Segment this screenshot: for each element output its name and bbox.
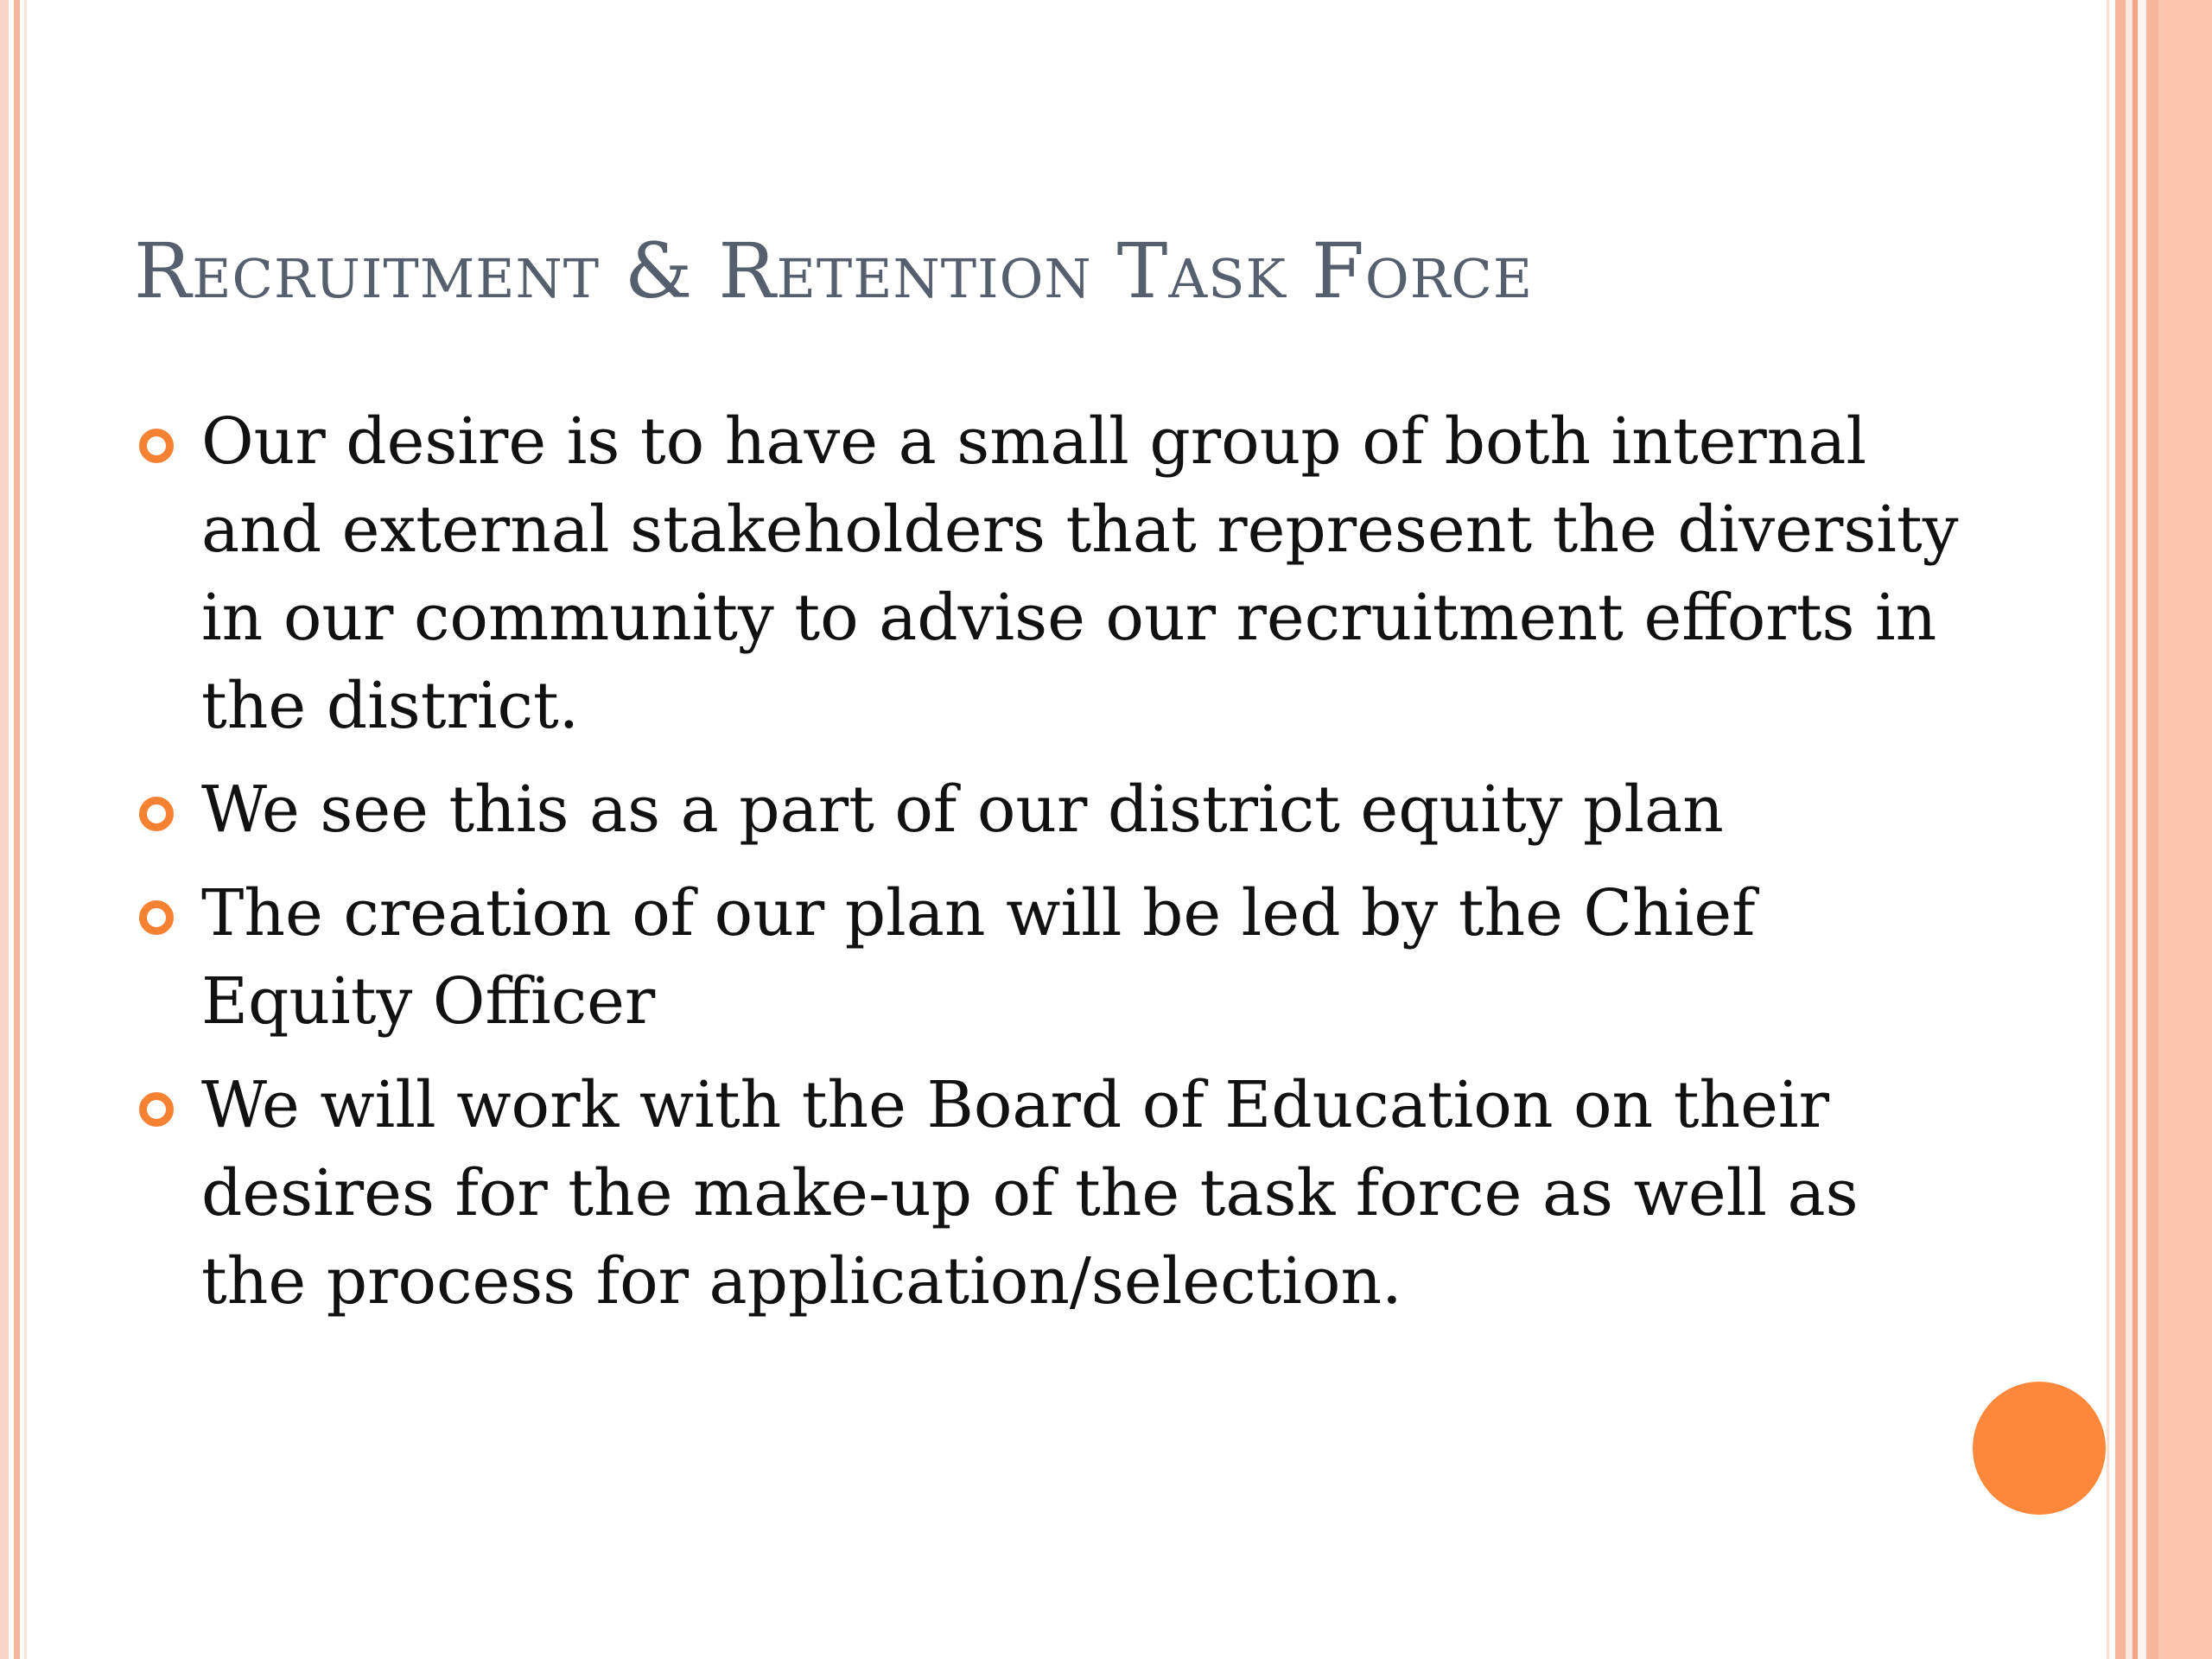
left-stripe <box>24 0 27 1659</box>
left-stripe <box>0 0 9 1659</box>
bullet-text: We will work with the Board of Education on their desires for the make-up of the task force as well as the process for application/selection. <box>201 1068 1859 1319</box>
right-stripe <box>2138 0 2146 1659</box>
bullet-item <box>134 766 1966 854</box>
right-stripe <box>2146 0 2158 1659</box>
orange-circle-icon <box>1973 1382 2106 1515</box>
bullet-list <box>134 397 1966 1341</box>
right-stripe <box>2107 0 2109 1659</box>
bullet-item <box>134 1061 1966 1325</box>
bullet-text: The creation of our plan will be led by the Chief Equity Officer <box>201 876 1756 1039</box>
ring-bullet-icon <box>139 797 174 831</box>
right-stripe <box>2158 0 2212 1659</box>
bullet-text: Our desire is to have a small group of both internal and external stakeholders that represent the diversity in our community to advise our recruitment efforts in the district. <box>201 404 1959 743</box>
bullet-text: We see this as a part of our district equity plan <box>201 772 1724 847</box>
left-stripe <box>14 0 20 1659</box>
bullet-item <box>134 397 1966 750</box>
bullet-item <box>134 869 1966 1046</box>
ring-bullet-icon <box>139 1092 174 1127</box>
right-stripe <box>2115 0 2126 1659</box>
ring-bullet-icon <box>139 900 174 935</box>
ring-bullet-icon <box>139 429 174 463</box>
slide-title: Recruitment & Retention Task Force <box>134 226 1534 315</box>
right-stripe <box>2126 0 2133 1659</box>
